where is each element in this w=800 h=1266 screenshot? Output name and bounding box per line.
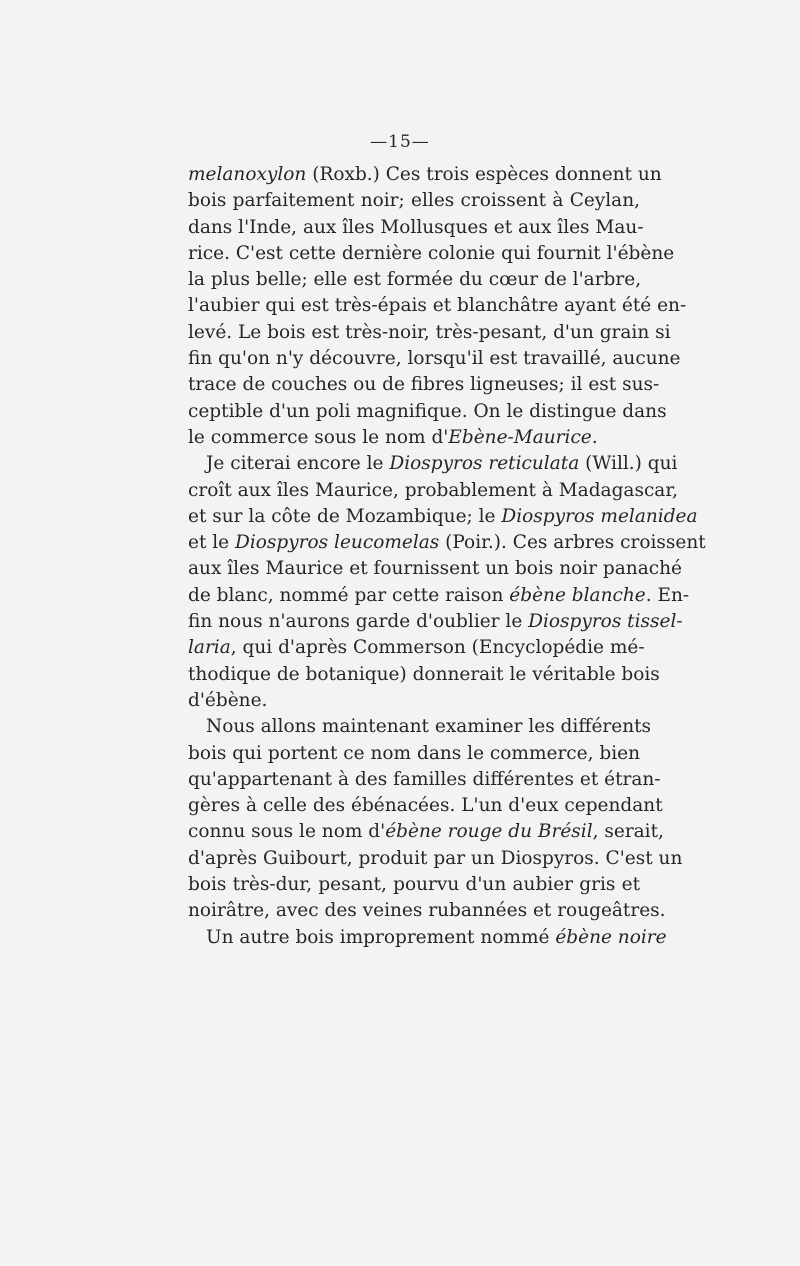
text-run: ceptible d'un poli magnifique. On le distingue dans: [188, 400, 667, 422]
text-line: [188, 293, 687, 319]
page-number: —15—: [370, 132, 430, 152]
text-run: Nous allons maintenant examiner les différents: [206, 716, 652, 738]
text-line: [188, 372, 660, 398]
text-line: [188, 241, 675, 267]
text-line: [188, 188, 640, 214]
text-line: [188, 320, 671, 346]
text-line: [188, 215, 644, 241]
text-run: thodique de botanique) donnerait le véritable bois: [188, 663, 660, 685]
text-run: d'après Guibourt, produit par un Diospyros. C'est un: [188, 847, 683, 869]
text-run: qu'appartenant à des familles différentes et étran-: [188, 768, 661, 790]
text-line: [188, 609, 683, 635]
text-line: [188, 819, 664, 845]
text-line: [188, 583, 690, 609]
italic-text: Ebène-Maurice: [448, 426, 592, 448]
text-run: . En-: [645, 584, 690, 606]
text-run: , qui d'après Commerson (Encyclopédie mé-: [230, 637, 645, 659]
text-run: dans l'Inde, aux îles Mollusques et aux îles Mau-: [188, 216, 644, 238]
text-line: [188, 767, 661, 793]
text-run: , serait,: [592, 821, 664, 843]
text-run: fin nous n'aurons garde d'oublier le: [188, 611, 529, 633]
text-run: rice. C'est cette dernière colonie qui fournit l'ébène: [188, 242, 675, 264]
text-run: bois parfaitement noir; elles croissent à Ceylan,: [188, 190, 640, 212]
text-run: (Poir.). Ces arbres croissent: [439, 532, 706, 554]
text-line: [188, 399, 667, 425]
italic-text: laria: [188, 637, 231, 659]
italic-text: Diospyros reticulata: [389, 453, 580, 475]
text-line: [188, 898, 666, 924]
text-line: [188, 530, 706, 556]
text-run: gères à celle des ébénacées. L'un d'eux cependant: [188, 795, 663, 817]
text-run: d'ébène.: [188, 689, 268, 711]
text-line: [188, 635, 645, 661]
text-run: aux îles Maurice et fournissent un bois noir panaché: [188, 558, 682, 580]
text-run: croît aux îles Maurice, probablement à Madagascar,: [188, 479, 679, 501]
text-run: .: [591, 426, 598, 448]
text-line: [188, 504, 698, 530]
text-run: fin qu'on n'y découvre, lorsqu'il est travaillé, aucune: [188, 348, 681, 370]
text-run: (Roxb.) Ces trois espèces donnent un: [306, 164, 662, 185]
text-line: [188, 662, 660, 688]
text-run: Je citerai encore le: [206, 453, 390, 475]
text-run: Un autre bois improprement nommé: [206, 926, 556, 948]
italic-text: Diospyros tissel-: [528, 611, 683, 633]
text-line: [188, 425, 640, 451]
text-line: [188, 925, 667, 951]
text-line: [188, 872, 640, 898]
text-run: (Will.) qui: [579, 453, 678, 475]
text-run: levé. Le bois est très-noir, très-pesant, d'un grain si: [188, 321, 671, 343]
italic-text: Diospyros leucomelas: [235, 532, 440, 554]
text-line: [188, 346, 681, 372]
text-run: et le: [188, 532, 236, 554]
text-run: le commerce sous le nom d': [188, 426, 449, 448]
italic-text: ébène rouge du Brésil: [385, 821, 593, 843]
text-run: et sur la côte de Mozambique; le: [188, 505, 502, 527]
italic-text: melanoxylon: [188, 164, 307, 185]
text-line: [188, 478, 679, 504]
italic-text: ébène blanche: [509, 584, 646, 606]
text-run: la plus belle; elle est formée du cœur de l'arbre,: [188, 269, 642, 291]
text-run: bois qui portent ce nom dans le commerce, bien: [188, 742, 640, 764]
italic-text: Diospyros melanidea: [501, 505, 698, 527]
text-line: [188, 793, 663, 819]
text-line: [188, 556, 682, 582]
text-line: [188, 267, 640, 293]
text-run: trace de couches ou de fibres ligneuses; il est sus-: [188, 374, 660, 396]
body-text: [188, 162, 706, 951]
text-run: l'aubier qui est très-épais et blanchâtre ayant été en-: [188, 295, 687, 317]
text-run: noirâtre, avec des veines rubannées et rougeâtres.: [188, 900, 666, 922]
text-run: connu sous le nom d': [188, 821, 386, 843]
text-line: [188, 451, 678, 477]
text-line: [188, 741, 640, 767]
text-line: [188, 162, 662, 188]
text-run: de blanc, nommé par cette raison: [188, 584, 510, 606]
text-line: [188, 846, 683, 872]
text-line: [188, 688, 640, 714]
text-line: [188, 714, 652, 740]
italic-text: ébène noire: [555, 926, 667, 948]
text-run: bois très-dur, pesant, pourvu d'un aubier gris et: [188, 874, 640, 896]
